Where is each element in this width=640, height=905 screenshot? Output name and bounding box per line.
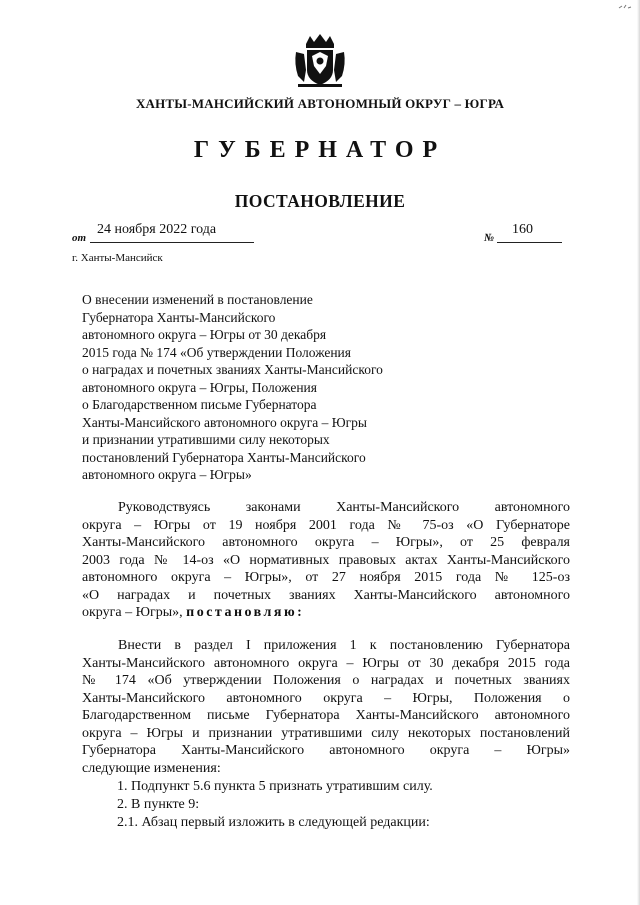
date-underline: [90, 242, 254, 243]
document-type: ПОСТАНОВЛЕНИЕ: [234, 191, 406, 211]
date-number-row: [72, 222, 572, 248]
document-number: 160: [512, 222, 533, 237]
date-label: от: [72, 232, 87, 244]
authority-title: ГУБЕРНАТОР: [193, 137, 447, 163]
subject-line: О внесении изменений в постановление: [82, 292, 313, 307]
preamble-line: 2003 года № 14-оз «О нормативных правовых актах Ханты-Мансийского: [82, 552, 570, 568]
preamble-paragraph: [82, 499, 570, 622]
body-line: № 174 «Об утверждении Положения о наградах и почетных званиях: [82, 673, 570, 688]
subject-line: автономного округа – Югры от 30 декабря: [82, 327, 327, 342]
number-underline: [497, 242, 562, 243]
preamble-line: автономного округа – Югры», от 27 ноября 2015 года № 125-оз: [82, 570, 570, 585]
document-date: 24 ноября 2022 года: [97, 222, 217, 237]
body-line: Ханты-Мансийского автономного округа – Югры, Положения о: [82, 690, 570, 706]
region-name: ХАНТЫ-МАНСИЙСКИЙ АВТОНОМНЫЙ ОКРУГ – ЮГРА: [135, 96, 505, 111]
subject-line: 2015 года № 174 «Об утверждении Положения: [82, 344, 351, 360]
preamble-line: Руководствуясь законами Ханты-Мансийского автономного: [118, 500, 570, 515]
subject-line: Ханты-Мансийского автономного округа – Югры: [82, 414, 367, 430]
body-paragraph: [82, 637, 570, 777]
subject-line: о Благодарственном письме Губернатора: [82, 397, 317, 412]
subject-line: автономного округа – Югры»: [82, 467, 252, 482]
subject-line: и признании утратившими силу некоторых: [82, 432, 330, 447]
body-line: Ханты-Мансийского автономного округа – Югры от 30 декабря 2015 года: [82, 655, 570, 671]
subject-line: Губернатора Ханты-Мансийского: [82, 309, 276, 325]
preamble-line: «О наградах и почетных званиях Ханты-Мансийского автономного: [82, 587, 570, 603]
number-label: №: [484, 232, 495, 244]
body-line: Благодарственном письме Губернатора Ханты-Мансийского автономного: [82, 708, 570, 723]
body-line: Внести в раздел I приложения 1 к постановлению Губернатора: [118, 638, 570, 653]
body-line: Губернатора Ханты-Мансийского автономного округа – Югры»: [82, 743, 570, 758]
document-subject: [82, 291, 442, 484]
subject-line: автономного округа – Югры, Положения: [82, 379, 317, 395]
list-item: 2. В пункте 9:: [117, 797, 200, 812]
subject-line: о наградах и почетных званиях Ханты-Мансийского: [82, 362, 383, 377]
list-item: 2.1. Абзац первый изложить в следующей редакции:: [117, 815, 430, 830]
preamble-line: округа – Югры от 19 ноября 2001 года № 75-оз «О Губернаторе: [82, 517, 570, 533]
scan-mark-icon: [618, 4, 634, 10]
body-line: округа – Югры и признании утратившими силу некоторых постановлений: [82, 725, 570, 741]
coat-of-arms-icon: [292, 30, 348, 90]
preamble-last-line: [82, 604, 570, 622]
preamble-line: Ханты-Мансийского автономного округа – Югры», от 25 февраля: [82, 535, 570, 550]
resolve-word: постановляю:: [186, 605, 305, 620]
subject-line: постановлений Губернатора Ханты-Мансийского: [82, 449, 366, 465]
city: г. Ханты-Мансийск: [72, 252, 163, 264]
list-item: 1. Подпункт 5.6 пункта 5 признать утратившим силу.: [117, 779, 433, 794]
preamble-tail: округа – Югры»,: [82, 605, 183, 620]
body-last-line: следующие изменения:: [82, 760, 221, 776]
